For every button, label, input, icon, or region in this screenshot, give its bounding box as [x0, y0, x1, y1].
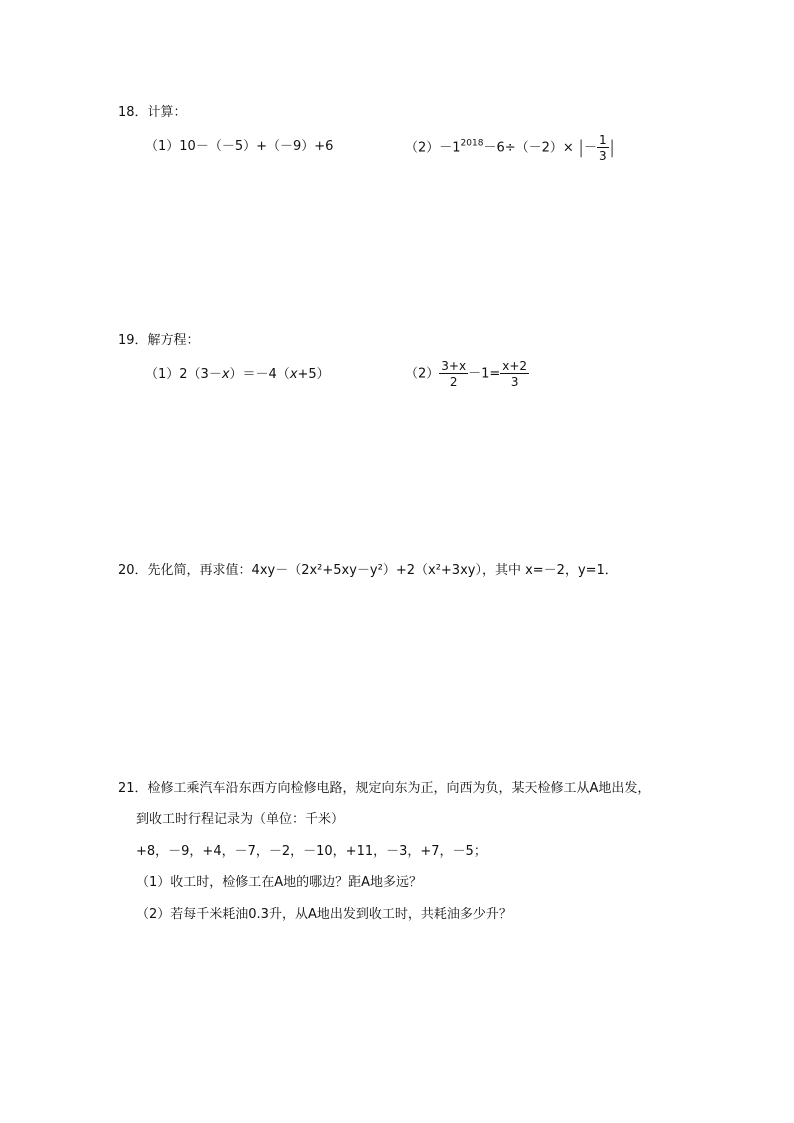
q21-sub2: （2）若每千米耗油0.3升，从A地出发到收工时，共耗油多少升？ [136, 907, 512, 922]
abs-left-bar: | [579, 137, 583, 158]
q18-part1: （1）10－（－5）+（－9）+6 [145, 139, 334, 154]
q18-frac-num: 1 [599, 133, 607, 147]
q19-part2 [405, 360, 529, 388]
q19-frac1-den: 2 [449, 375, 458, 389]
q19-frac2-num: x+2 [502, 359, 528, 373]
q19-frac2-den: 3 [510, 375, 519, 389]
abs-right-bar: | [609, 137, 614, 158]
q19-fraction-2 [500, 360, 529, 388]
q19-frac1-num: 3+x [441, 359, 467, 373]
q18-frac-den: 3 [599, 149, 607, 163]
q18-abs-sign: － [584, 140, 598, 156]
q21-line1: 21．检修工乘汽车沿东西方向检修电路，规定向东为正，向西为负，某天检修工从A地出发， [118, 781, 651, 796]
q18-part2-middle: －6÷（－2）× [483, 140, 574, 156]
q20-text: 20．先化简，再求值：4xy－（2x²+5xy－y²）+2（x²+3xy），其中 x=－2，y=1． [118, 563, 618, 578]
q18-part2-exponent: 2018 [460, 138, 484, 149]
q19-part2-middle: －1= [468, 366, 501, 382]
q21-records: +8，－9，+4，－7，－2，－10，+11，－3，+7，－5； [136, 844, 487, 859]
q19-fraction-1 [439, 360, 468, 388]
q21-line2: 到收工时行程记录为（单位：千米） [136, 812, 345, 827]
q18-title: 18．计算： [118, 105, 187, 120]
q19-title: 19．解方程： [118, 333, 200, 348]
q18-part2-prefix: （2）－1 [405, 140, 461, 156]
q19-part1: （1）2（3－x）＝－4（x+5） [145, 367, 330, 382]
q21-sub1: （1）收工时，检修工在A地的哪边？距A地多远？ [136, 875, 423, 890]
q19-part2-label: （2） [405, 366, 440, 382]
q18-fraction [597, 134, 609, 162]
q18-part2 [405, 134, 615, 162]
